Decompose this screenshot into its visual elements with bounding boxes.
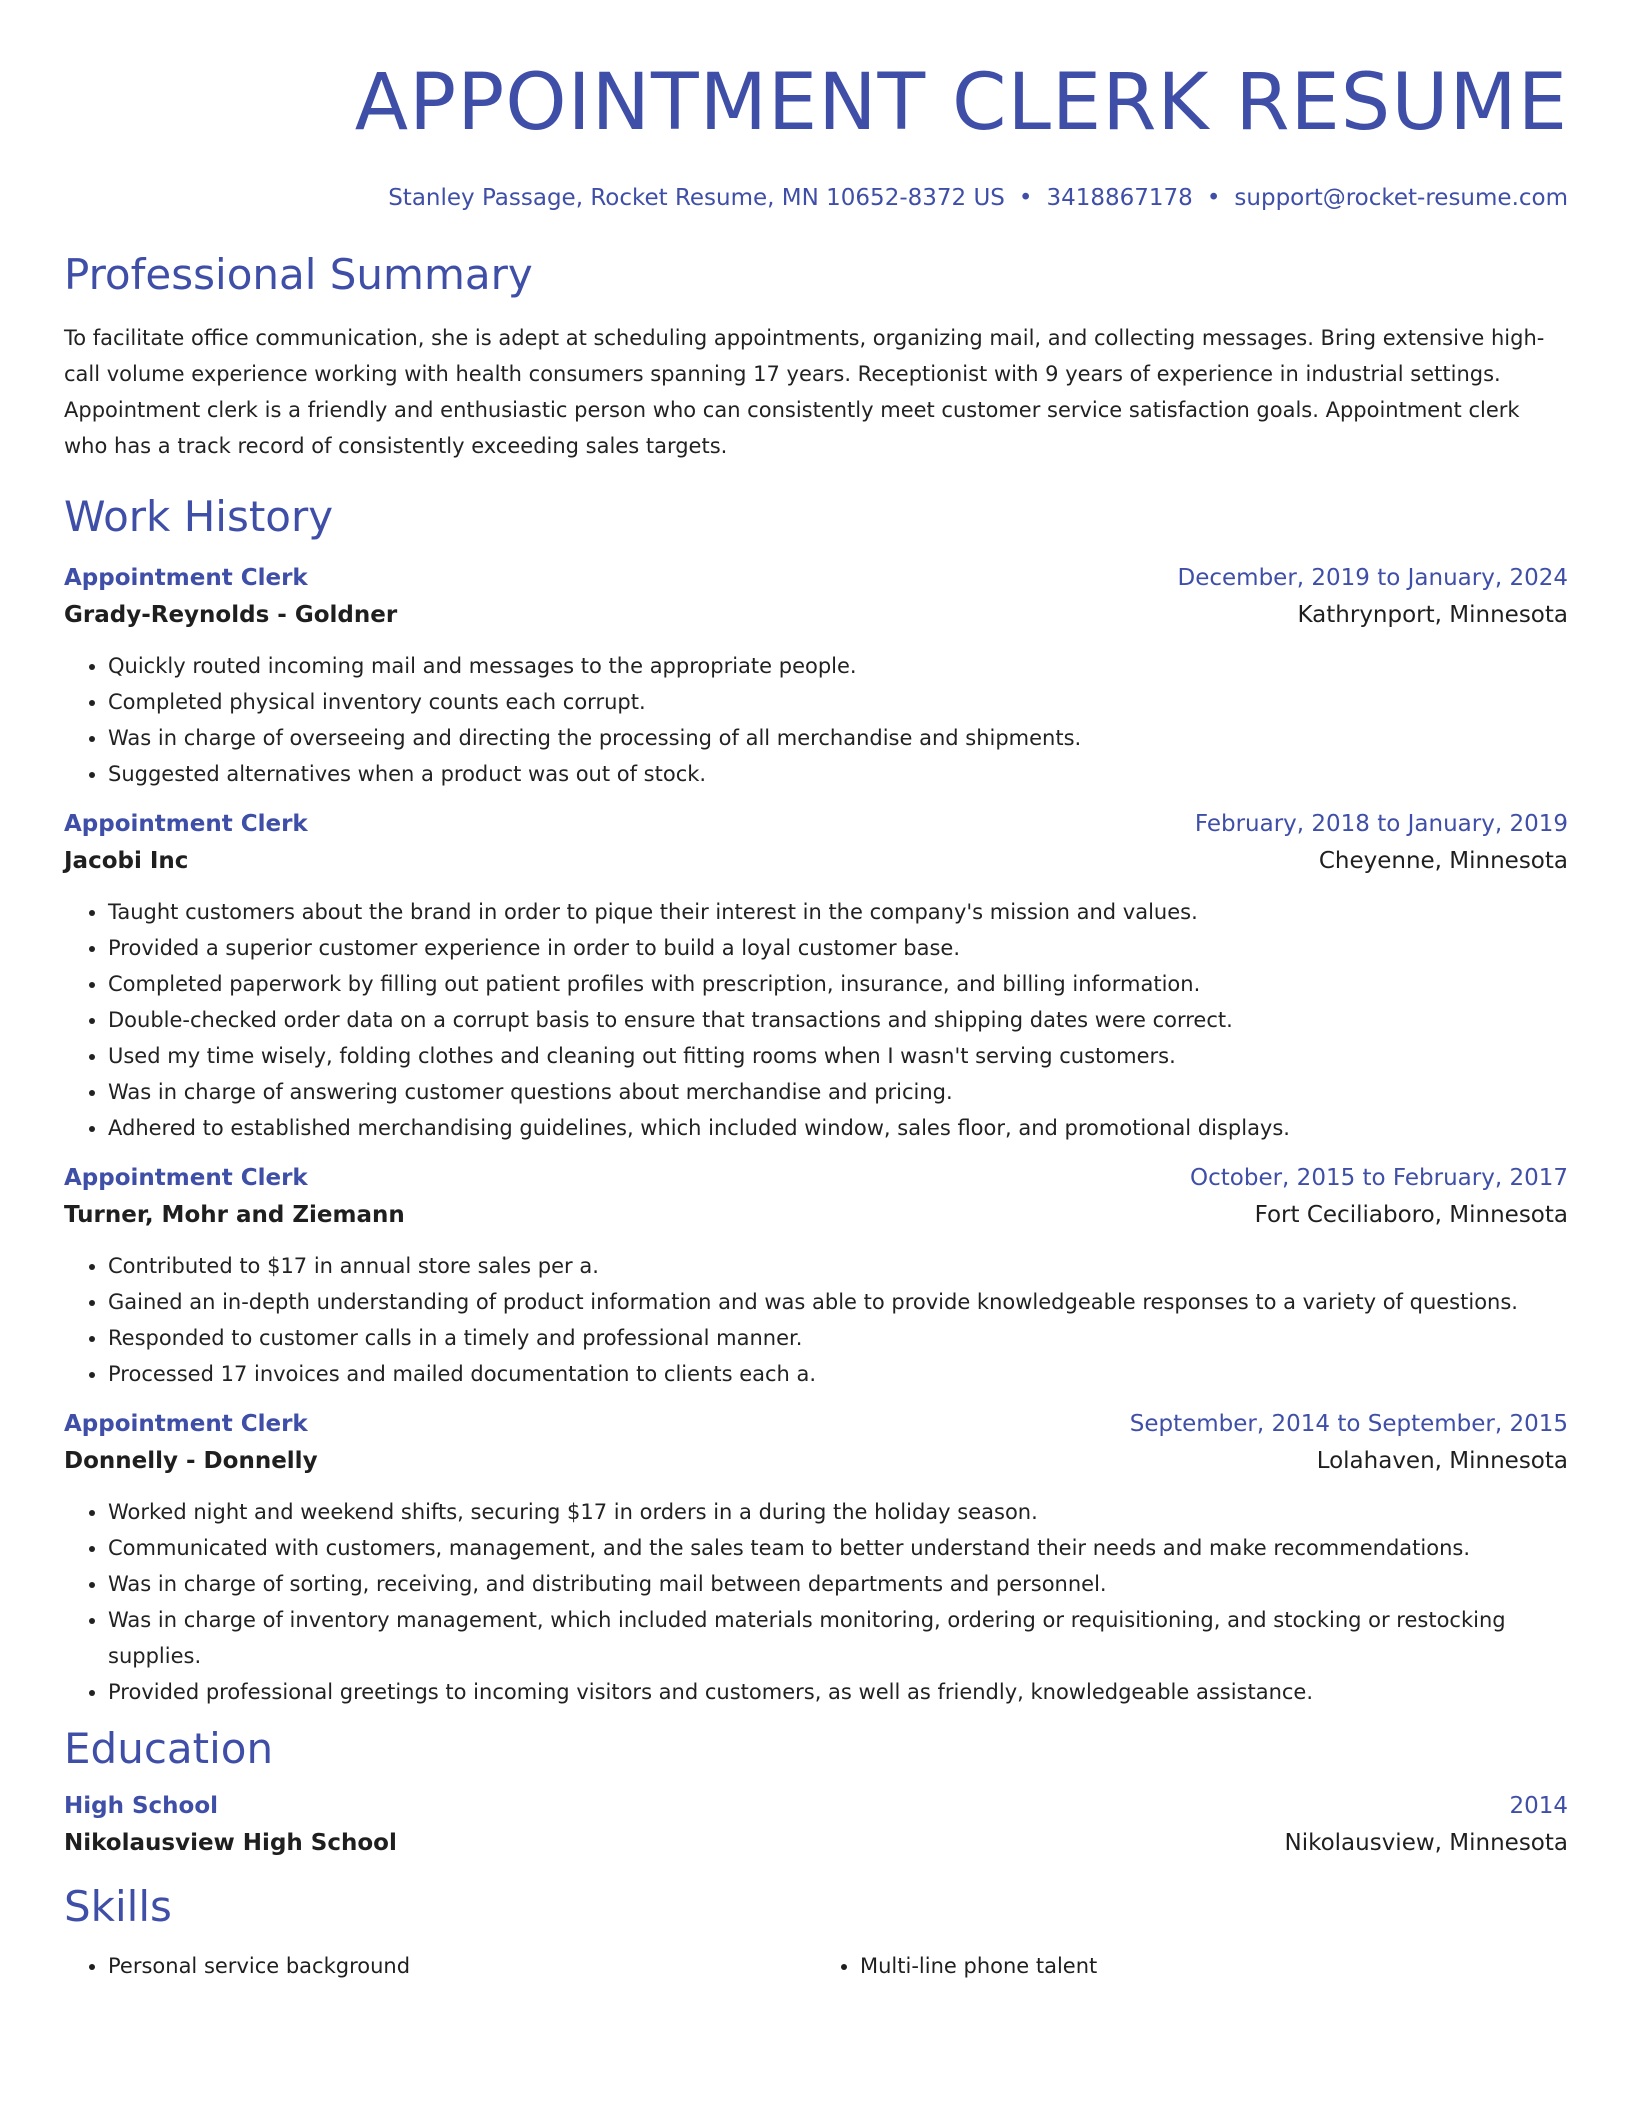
job-duty: • Provided a superior customer experience in order to build a loyal customer base. — [108, 930, 1568, 966]
skill-item: • Personal service background — [108, 1948, 816, 1984]
skills-list-right — [816, 1948, 1568, 1984]
employer-name: Turner, Mohr and Ziemann — [64, 1202, 405, 1228]
summary-heading: Professional Summary — [64, 250, 533, 299]
job-duties-list — [64, 1494, 1568, 1710]
skill-item: • Multi-line phone talent — [860, 1948, 1568, 1984]
job-dates: February, 2018 to January, 2019 — [1194, 811, 1568, 837]
employer-name: Jacobi Inc — [64, 848, 189, 874]
education-section — [64, 1724, 1568, 1862]
job-duty: • Worked night and weekend shifts, securing $17 in orders in a during the holiday season. — [108, 1494, 1568, 1530]
job-title: Appointment Clerk — [64, 1411, 308, 1437]
job-title: Appointment Clerk — [64, 1165, 308, 1191]
job-dates: October, 2015 to February, 2017 — [1190, 1165, 1568, 1191]
contact-line — [64, 184, 1568, 212]
job-duties-list — [64, 648, 1568, 792]
job-duty: • Used my time wisely, folding clothes and cleaning out fitting rooms when I wasn't serving customers. — [108, 1038, 1568, 1074]
job-duties-list — [64, 894, 1568, 1146]
skills-section — [64, 1882, 1568, 1984]
job-entry — [64, 560, 1568, 792]
job-duty: • Quickly routed incoming mail and messages to the appropriate people. — [108, 648, 1568, 684]
job-location: Lolahaven, Minnesota — [1316, 1448, 1568, 1474]
job-duties-list — [64, 1248, 1568, 1392]
employer-name: Donnelly - Donnelly — [64, 1448, 318, 1474]
job-duty: • Was in charge of answering customer questions about merchandise and pricing. — [108, 1074, 1568, 1110]
job-duty: • Was in charge of inventory management, which included materials monitoring, ordering or requisitioning, and stocking or restocking supplies. — [108, 1602, 1568, 1674]
job-duty: • Double-checked order data on a corrupt basis to ensure that transactions and shipping dates were correct. — [108, 1002, 1568, 1038]
degree-name: High School — [64, 1793, 219, 1819]
email-text: support@rocket-resume.com — [1234, 185, 1568, 211]
skills-grid — [64, 1948, 1568, 1984]
job-duty: • Was in charge of sorting, receiving, and distributing mail between departments and personnel. — [108, 1566, 1568, 1602]
job-duty: • Was in charge of overseeing and directing the processing of all merchandise and shipments. — [108, 720, 1568, 756]
work-history-section — [64, 492, 1568, 1710]
job-duty: • Gained an in-depth understanding of product information and was able to provide knowledgeable responses to a variety of questions. — [108, 1284, 1568, 1320]
education-heading: Education — [64, 1724, 274, 1773]
job-dates: December, 2019 to January, 2024 — [1177, 565, 1568, 591]
job-entry — [64, 1406, 1568, 1710]
job-entry — [64, 806, 1568, 1146]
job-duty: • Suggested alternatives when a product was out of stock. — [108, 756, 1568, 792]
job-title: Appointment Clerk — [64, 565, 308, 591]
work-history-heading: Work History — [64, 492, 334, 541]
phone-text: 3418867178 — [1046, 185, 1193, 211]
job-duty: • Contributed to $17 in annual store sales per a. — [108, 1248, 1568, 1284]
employer-name: Grady-Reynolds - Goldner — [64, 602, 398, 628]
bullet-separator: • — [1206, 185, 1221, 211]
job-dates: September, 2014 to September, 2015 — [1129, 1411, 1568, 1437]
resume-header — [64, 0, 1568, 212]
graduation-year: 2014 — [1509, 1793, 1568, 1819]
job-location: Fort Ceciliaboro, Minnesota — [1254, 1202, 1568, 1228]
job-location: Cheyenne, Minnesota — [1318, 848, 1568, 874]
address-text: Stanley Passage, Rocket Resume, MN 10652-8372 US — [388, 185, 1005, 211]
job-location: Kathrynport, Minnesota — [1297, 602, 1568, 628]
job-duty: • Provided professional greetings to incoming visitors and customers, as well as friendly, knowledgeable assistance. — [108, 1674, 1568, 1710]
summary-text: To facilitate office communication, she is adept at scheduling appointments, organizing mail, and collecting messages. Bring extensive high-call volume experience working with health consumers spanning 17 years. Receptionist with 9 years of experience in industrial settings. Appointment clerk is a friendly and enthusiastic person who can consistently meet customer service satisfaction goals. Appointment clerk who has a track record of consistently exceeding sales targets. — [64, 326, 1545, 458]
job-duty: • Taught customers about the brand in order to pique their interest in the company's mission and values. — [108, 894, 1568, 930]
job-duty: • Processed 17 invoices and mailed documentation to clients each a. — [108, 1356, 1568, 1392]
resume-title: APPOINTMENT CLERK RESUME — [354, 58, 1568, 148]
job-duty: • Completed physical inventory counts each corrupt. — [108, 684, 1568, 720]
school-name: Nikolausview High School — [64, 1830, 397, 1856]
job-duty: • Communicated with customers, management, and the sales team to better understand their needs and make recommendations. — [108, 1530, 1568, 1566]
job-duty: • Completed paperwork by filling out patient profiles with prescription, insurance, and billing information. — [108, 966, 1568, 1002]
skills-heading: Skills — [64, 1882, 172, 1931]
job-duty: • Adhered to established merchandising guidelines, which included window, sales floor, and promotional displays. — [108, 1110, 1568, 1146]
summary-section — [64, 250, 1568, 464]
job-entry — [64, 1160, 1568, 1392]
education-entry — [64, 1788, 1568, 1862]
resume-page — [64, 0, 1568, 1984]
bullet-separator: • — [1018, 185, 1033, 211]
job-duty: • Responded to customer calls in a timely and professional manner. — [108, 1320, 1568, 1356]
skills-list-left — [64, 1948, 816, 1984]
school-location: Nikolausview, Minnesota — [1284, 1830, 1568, 1856]
job-title: Appointment Clerk — [64, 811, 308, 837]
